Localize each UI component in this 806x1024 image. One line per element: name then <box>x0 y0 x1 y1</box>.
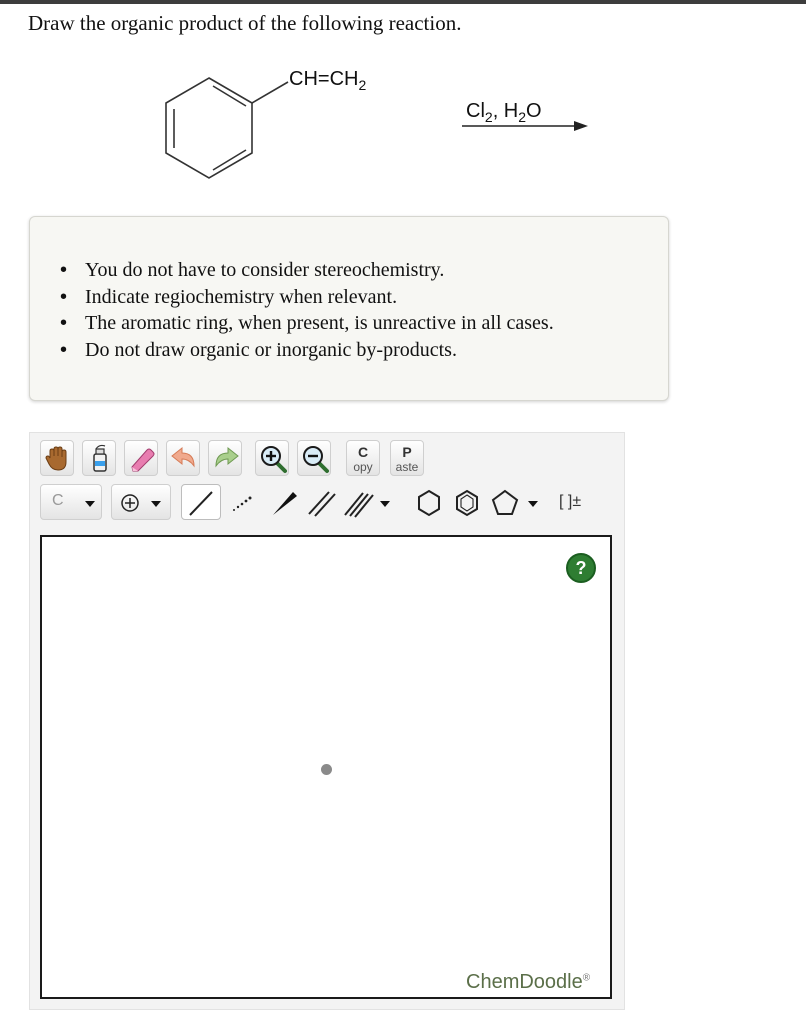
chevron-down-icon <box>81 485 101 521</box>
wedge-bond-button[interactable] <box>264 484 304 520</box>
copy-label-top: C <box>357 444 369 460</box>
atom-selector[interactable] <box>40 484 102 520</box>
charge-plus-icon <box>112 485 172 521</box>
brand-mark: ® <box>582 972 591 984</box>
zoom-out-icon <box>298 441 332 477</box>
paste-label-top: P <box>402 444 412 460</box>
brand-text: ChemDoodle <box>466 971 583 993</box>
note-item: • Do not draw organic or inorganic by-products. <box>85 337 554 364</box>
redo-icon <box>209 441 243 477</box>
hashed-bond-button[interactable] <box>223 484 263 520</box>
zoom-in-button[interactable] <box>255 440 289 476</box>
question-text: Draw the organic product of the following reaction. <box>28 11 462 35</box>
note-item: • You do not have to consider stereochemistry. <box>85 257 554 284</box>
single-bond-button[interactable] <box>181 484 221 520</box>
ring-selector[interactable] <box>486 484 546 520</box>
help-button[interactable]: ? <box>566 553 596 583</box>
charge-selector[interactable] <box>111 484 171 520</box>
zoom-in-icon <box>256 441 290 477</box>
bottle-icon <box>83 441 117 477</box>
copy-button[interactable] <box>346 440 380 476</box>
paste-label-bottom: aste <box>395 460 419 474</box>
redo-button[interactable] <box>208 440 242 476</box>
zoom-out-button[interactable] <box>297 440 331 476</box>
benzene-button[interactable] <box>448 484 484 520</box>
clear-button[interactable] <box>82 440 116 476</box>
atom-label: C <box>52 492 64 509</box>
drawing-canvas[interactable] <box>40 535 612 999</box>
copy-label-bottom: opy <box>353 460 373 474</box>
double-bond-icon <box>303 485 343 521</box>
reaction-scheme <box>150 60 610 200</box>
top-bar <box>0 0 806 4</box>
undo-button[interactable] <box>166 440 200 476</box>
single-bond-icon <box>182 485 222 521</box>
charge-bracket-label: [ ]± <box>559 493 582 510</box>
charge-bracket-button[interactable] <box>550 484 596 520</box>
canvas-dot <box>321 764 332 775</box>
benzene-ring <box>166 78 288 178</box>
chemdoodle-logo <box>466 971 590 994</box>
pentagon-icon <box>487 485 547 521</box>
vinyl-substituent: $CH=CH_2$ <box>289 68 367 93</box>
triple-bond-selector[interactable] <box>340 484 398 520</box>
hand-icon <box>41 441 75 477</box>
instructions-list <box>85 257 554 363</box>
double-bond-button[interactable] <box>302 484 342 520</box>
hashed-bond-icon <box>224 485 264 521</box>
cyclohexane-button[interactable] <box>410 484 446 520</box>
wedge-bond-icon <box>265 485 305 521</box>
chemdoodle-editor <box>29 432 625 1010</box>
benzene-icon <box>449 485 485 521</box>
note-item: • Indicate regiochemistry when relevant. <box>85 284 554 311</box>
reagent-label: $Cl_2$, $H_2O$ <box>466 100 542 125</box>
eraser-icon <box>125 441 159 477</box>
instructions-box <box>29 216 669 401</box>
undo-icon <box>167 441 201 477</box>
hand-tool-button[interactable] <box>40 440 74 476</box>
eraser-button[interactable] <box>124 440 158 476</box>
paste-button[interactable] <box>390 440 424 476</box>
triple-bond-icon <box>341 485 399 521</box>
hexagon-icon <box>411 485 447 521</box>
note-item: • The aromatic ring, when present, is unreactive in all cases. <box>85 310 554 337</box>
